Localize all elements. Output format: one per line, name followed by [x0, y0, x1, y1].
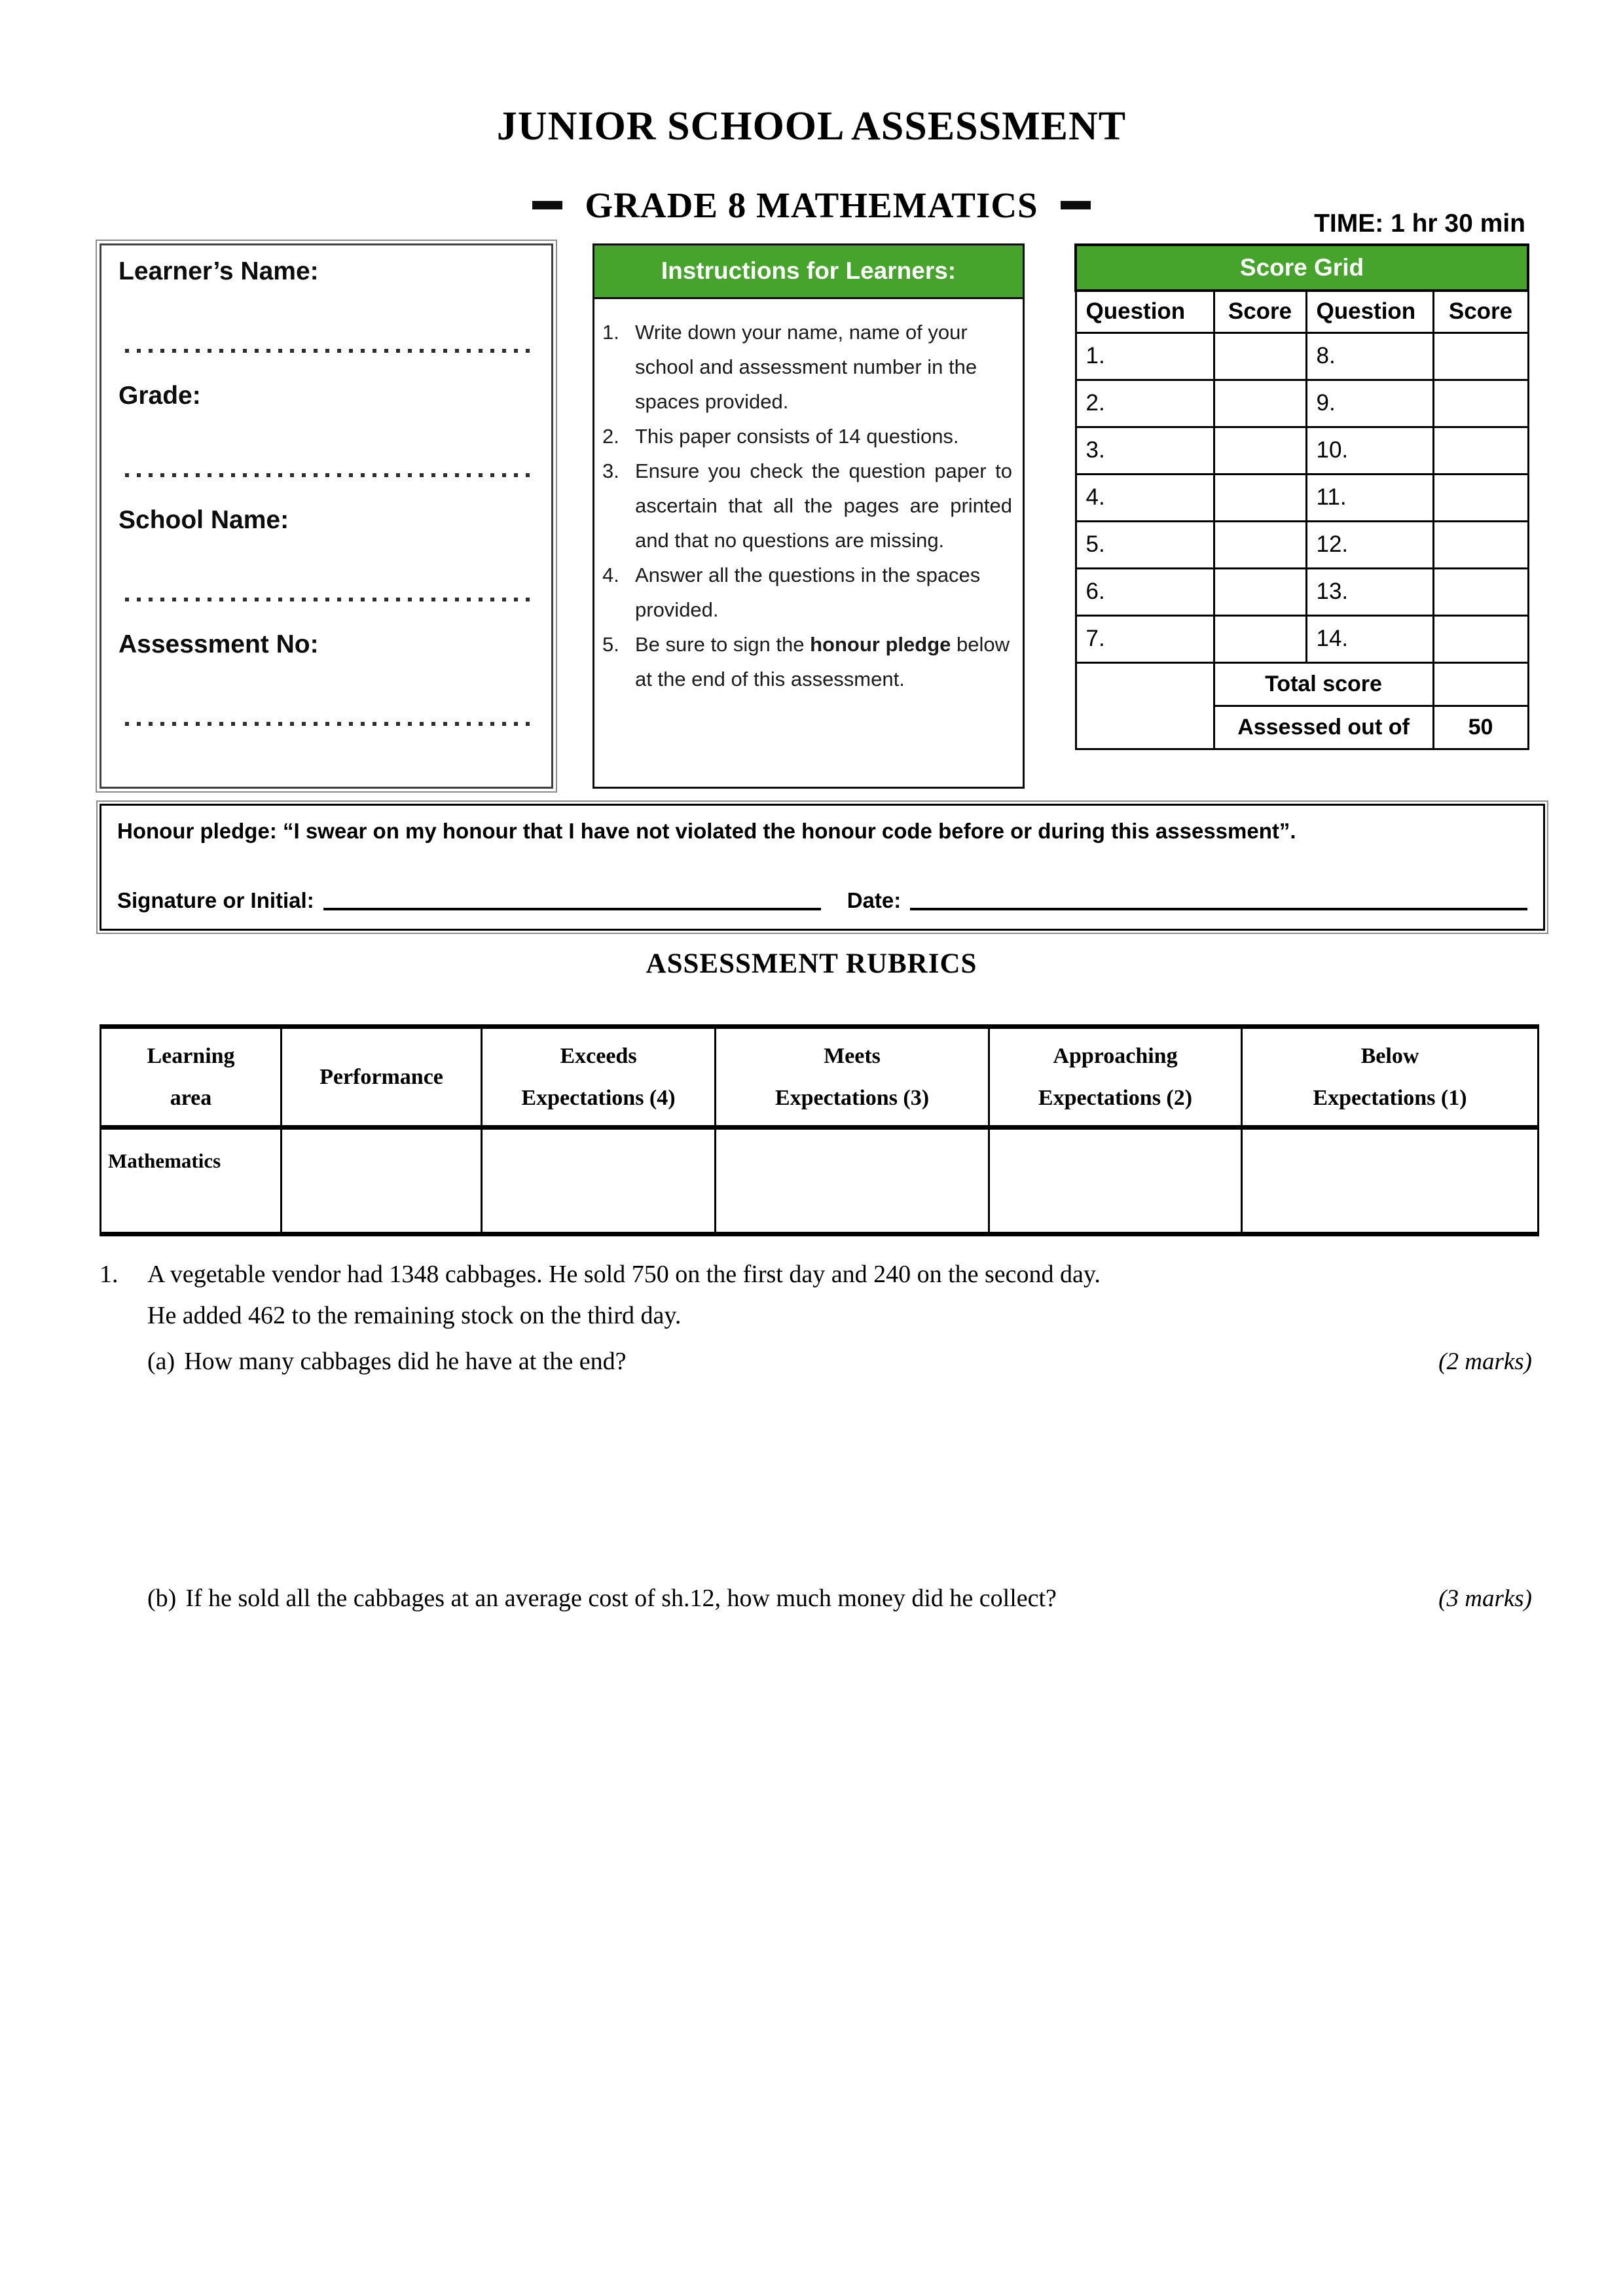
rubrics-column-learning-area [101, 1027, 282, 1128]
question-1-part-a [100, 1347, 1532, 1376]
learner-info-box [100, 243, 553, 789]
assessed-out-of-value: 50 [1433, 706, 1528, 749]
rubrics-header-line: area [170, 1085, 212, 1110]
rubrics-column-meets [716, 1027, 989, 1128]
question-number-cell: 13. [1306, 568, 1433, 615]
instruction-text: This paper consists of 14 questions. [635, 425, 959, 448]
instruction-text: Ensure you check the question paper to ascertain that all the pages are printed and that no questions are missing. [635, 459, 1012, 552]
question-number-cell: 7. [1076, 615, 1214, 662]
question-number-cell: 10. [1306, 427, 1433, 474]
question-number-cell: 1. [1076, 332, 1214, 380]
instruction-text [635, 627, 1012, 696]
question-number-cell: 8. [1306, 332, 1433, 380]
instructions-list [594, 299, 1023, 696]
learning-area-cell: Mathematics [101, 1128, 282, 1234]
honour-pledge-emphasis: honour pledge [810, 633, 951, 656]
score-column-header: Score [1433, 291, 1528, 332]
page-subtitle: GRADE 8 MATHEMATICS [585, 185, 1038, 225]
rubrics-row-mathematics [101, 1128, 1539, 1234]
score-entry-cell [1433, 332, 1528, 380]
instruction-item-2 [602, 419, 1012, 454]
rubrics-heading: ASSESSMENT RUBRICS [646, 948, 977, 979]
part-a-marks: (2 marks) [1438, 1348, 1532, 1375]
instruction-number: 5. [602, 633, 619, 656]
rubrics-header-line: Expectations (4) [521, 1085, 676, 1110]
question-number-cell: 11. [1306, 474, 1433, 521]
instruction-text: Write down your name, name of your school and assessment number in the spaces provided. [635, 321, 977, 413]
part-b-text: If he sold all the cabbages at an average cost of sh.12, how much money did he collect? [185, 1585, 1057, 1612]
score-column-header: Score [1214, 291, 1306, 332]
question-1-stem [100, 1254, 1545, 1336]
subtitle-dash-right [1061, 201, 1091, 209]
subtitle-dash-left [532, 201, 562, 209]
assessed-out-of-label: Assessed out of [1214, 706, 1433, 749]
question-column-header: Question [1306, 291, 1433, 332]
score-grid-table [1074, 243, 1529, 750]
date-write-line [910, 904, 1527, 910]
instruction-text-prefix: Be sure to sign the [635, 633, 811, 656]
performance-cell [282, 1128, 482, 1234]
rubrics-header-line: Below [1360, 1043, 1419, 1068]
total-score-label: Total score [1214, 662, 1433, 706]
part-b-marks: (3 marks) [1438, 1585, 1532, 1612]
rubrics-column-below [1242, 1027, 1539, 1128]
score-entry-cell [1433, 615, 1528, 662]
score-entry-cell [1214, 521, 1306, 568]
score-grid-row [1076, 474, 1528, 521]
score-grid-row [1076, 380, 1528, 427]
grade-write-line [125, 473, 532, 477]
learner-name-field [119, 257, 534, 382]
score-grid-row [1076, 615, 1528, 662]
assessment-no-label: Assessment No: [119, 630, 319, 658]
instruction-item-1 [602, 315, 1012, 419]
school-name-write-line [125, 598, 532, 601]
question-number-cell: 4. [1076, 474, 1214, 521]
question-number-cell: 5. [1076, 521, 1214, 568]
honour-pledge-box [100, 804, 1545, 931]
score-entry-cell [1433, 474, 1528, 521]
assessment-no-field [119, 630, 534, 755]
question-text-line1: A vegetable vendor had 1348 cabbages. He sold 750 on the first day and 240 on the second day. [147, 1261, 1101, 1288]
rubrics-header-line: Learning [147, 1043, 235, 1068]
score-grid-row [1076, 521, 1528, 568]
date-label: Date: [847, 888, 902, 912]
score-grid-header-row [1076, 291, 1528, 332]
total-score-row [1076, 662, 1528, 706]
score-entry-cell [1214, 332, 1306, 380]
rubrics-column-performance [282, 1027, 482, 1128]
score-entry-cell [1214, 427, 1306, 474]
question-1 [100, 1254, 1545, 1336]
question-number-cell: 12. [1306, 521, 1433, 568]
score-grid-title: Score Grid [1076, 245, 1528, 291]
signature-row [117, 888, 1527, 913]
assessment-no-write-line [125, 722, 532, 726]
approaching-cell [989, 1128, 1242, 1234]
signature-label: Signature or Initial: [117, 888, 314, 912]
score-entry-cell [1214, 474, 1306, 521]
question-number: 1. [100, 1261, 119, 1288]
instructions-header: Instructions for Learners: [594, 245, 1023, 299]
score-entry-cell [1433, 380, 1528, 427]
question-number-cell: 3. [1076, 427, 1214, 474]
rubrics-header-row [101, 1027, 1539, 1128]
rubrics-header-line: Expectations (2) [1038, 1085, 1193, 1110]
empty-cell [1076, 662, 1214, 749]
instructions-box [593, 243, 1025, 789]
rubrics-table [100, 1024, 1539, 1236]
score-grid-row [1076, 332, 1528, 380]
part-b-label: (b) [147, 1585, 177, 1612]
learner-name-write-line [125, 349, 532, 353]
instruction-number: 1. [602, 321, 619, 344]
rubrics-header-line: Expectations (3) [775, 1085, 930, 1110]
learner-name-label: Learner’s Name: [119, 257, 319, 285]
total-score-value-cell [1433, 662, 1528, 706]
score-grid-row [1076, 568, 1528, 615]
grade-field [119, 382, 534, 506]
instruction-text: Answer all the questions in the spaces provided. [635, 564, 981, 621]
score-entry-cell [1433, 568, 1528, 615]
question-text [147, 1254, 1545, 1336]
score-grid-title-row [1076, 245, 1528, 291]
question-text-line2: He added 462 to the remaining stock on the third day. [147, 1302, 682, 1329]
part-a-label: (a) [147, 1348, 175, 1375]
score-entry-cell [1433, 427, 1528, 474]
score-entry-cell [1214, 380, 1306, 427]
below-cell [1242, 1128, 1539, 1234]
question-number-cell: 6. [1076, 568, 1214, 615]
question-number-cell: 14. [1306, 615, 1433, 662]
school-name-field [119, 506, 534, 630]
rubrics-header-line: Approaching [1053, 1043, 1178, 1068]
question-column-header: Question [1076, 291, 1214, 332]
page-title: JUNIOR SCHOOL ASSESSMENT [496, 104, 1127, 149]
instruction-number: 3. [602, 459, 619, 482]
instruction-text-suffix: below at the end of this assessment. [635, 633, 1010, 691]
signature-write-line [323, 904, 821, 910]
school-name-label: School Name: [119, 506, 289, 534]
rubrics-header-line: Meets [824, 1043, 881, 1068]
score-entry-cell [1214, 568, 1306, 615]
score-entry-cell [1433, 521, 1528, 568]
rubrics-header-line: Performance [319, 1064, 443, 1089]
honour-pledge-text: Honour pledge: “I swear on my honour that I have not violated the honour code before or during this assessment”. [117, 819, 1296, 843]
question-1-part-b [100, 1584, 1532, 1613]
rubrics-header-line: Exceeds [560, 1043, 637, 1068]
instruction-item-4 [602, 558, 1012, 627]
rubrics-header-line: Expectations (1) [1313, 1085, 1467, 1110]
instruction-number: 4. [602, 564, 619, 586]
question-number-cell: 2. [1076, 380, 1214, 427]
time-allowed-label: TIME: 1 hr 30 min [1314, 209, 1525, 238]
grade-label: Grade: [119, 382, 201, 410]
question-number-cell: 9. [1306, 380, 1433, 427]
rubrics-column-approaching [989, 1027, 1242, 1128]
score-grid-row [1076, 427, 1528, 474]
part-a-text: How many cabbages did he have at the end? [184, 1348, 627, 1375]
rubrics-column-exceeds [482, 1027, 716, 1128]
exceeds-cell [482, 1128, 716, 1234]
instruction-item-5 [602, 627, 1012, 696]
instruction-item-3 [602, 454, 1012, 558]
score-entry-cell [1214, 615, 1306, 662]
meets-cell [716, 1128, 989, 1234]
instruction-number: 2. [602, 425, 619, 448]
